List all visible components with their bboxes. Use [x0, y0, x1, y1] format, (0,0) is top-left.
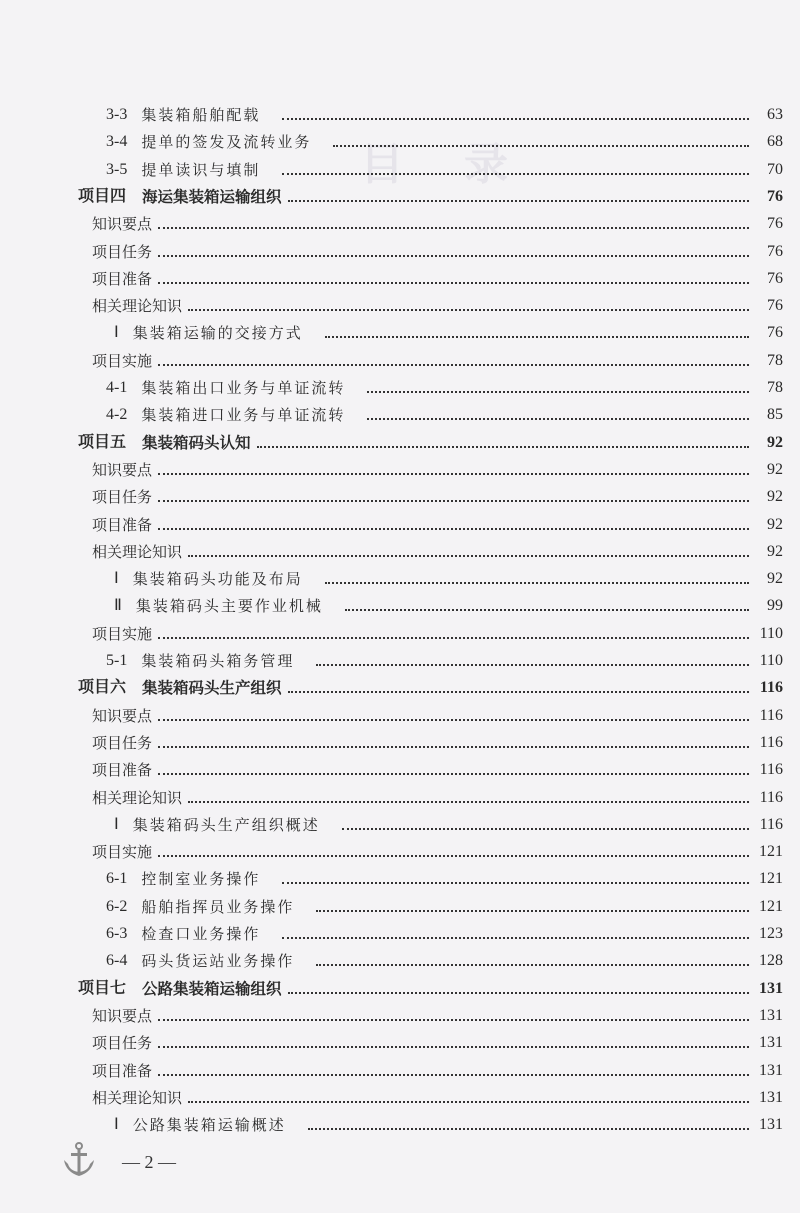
dot-leader: [345, 609, 749, 611]
toc-entry-page: 99: [767, 597, 783, 615]
toc-entry-page: 92: [767, 570, 783, 588]
toc-entry-title: 公路集装箱运输概述: [132, 1116, 286, 1135]
toc-entry-page: 116: [759, 815, 783, 833]
dot-leader: [316, 964, 749, 966]
toc-entry-sub[interactable]: [106, 99, 783, 125]
dot-leader: [188, 555, 749, 557]
toc-entry-number: 6-3: [106, 925, 128, 942]
toc-entry-section[interactable]: [92, 481, 783, 507]
page-footer: [62, 1142, 176, 1182]
toc-entry-section[interactable]: [92, 536, 783, 562]
dot-leader: [158, 227, 749, 229]
dot-leader: [158, 528, 749, 530]
toc-entry-number: 3-4: [106, 133, 128, 151]
dot-leader: [288, 200, 749, 202]
toc-entry-section[interactable]: [92, 782, 783, 808]
toc-entry-section[interactable]: [92, 727, 783, 753]
toc-entry-title: 相关理论知识: [92, 542, 183, 561]
toc-entry-title: 集装箱码头生产组织概述: [132, 815, 320, 834]
toc-entry-section[interactable]: [92, 509, 783, 535]
dot-leader: [325, 582, 749, 584]
toc-entry-title: 项目准备: [92, 1061, 153, 1080]
toc-entry-title: 相关理论知识: [92, 297, 183, 316]
toc-entry-sub[interactable]: [106, 126, 783, 152]
toc-entry-page: 128: [759, 952, 783, 970]
toc-entry-page: 131: [759, 1061, 783, 1079]
dot-leader: [158, 1019, 749, 1021]
dot-leader: [282, 118, 749, 120]
toc-entry-title: 集装箱码头箱务管理: [141, 652, 295, 670]
toc-entry-sub[interactable]: [106, 399, 783, 425]
toc-entry-title: 项目准备: [92, 515, 153, 534]
toc-entry-number: 项目四: [78, 187, 127, 205]
toc-entry-page: 123: [759, 925, 783, 942]
toc-entry-section[interactable]: [92, 263, 783, 289]
dot-leader: [158, 746, 749, 748]
toc-entry-page: 76: [767, 242, 783, 260]
toc-entry-title: 项目任务: [92, 242, 153, 261]
toc-entry-theory[interactable]: [114, 563, 783, 589]
toc-entry-section[interactable]: [92, 208, 783, 234]
show-through-watermark: 目录: [360, 139, 568, 190]
toc-entry-sub[interactable]: [106, 918, 783, 944]
toc-entry-number: 3-5: [106, 160, 128, 178]
toc-entry-title: 集装箱船舶配载: [141, 106, 261, 124]
toc-entry-section[interactable]: [92, 754, 783, 780]
toc-entry-page: 131: [759, 1034, 783, 1052]
dot-leader: [158, 255, 749, 257]
toc-entry-sub[interactable]: [106, 645, 783, 671]
toc-entry-page: 92: [767, 488, 783, 506]
toc-entry-title: 项目任务: [92, 1034, 153, 1053]
toc-entry-page: 76: [767, 215, 783, 233]
toc-entry-number: 6-1: [106, 870, 128, 888]
toc-entry-page: 116: [759, 761, 783, 779]
toc-entry-page: 121: [759, 843, 783, 861]
dot-leader: [282, 173, 749, 175]
dot-leader: [282, 882, 749, 884]
toc-entry-chapter[interactable]: [78, 672, 783, 698]
toc-entry-sub[interactable]: [106, 372, 783, 398]
toc-entry-page: 78: [767, 351, 783, 369]
toc-entry-title: 项目实施: [92, 843, 153, 862]
dot-leader: [367, 418, 749, 420]
dot-leader: [158, 282, 749, 284]
toc-entry-section[interactable]: [92, 345, 783, 371]
toc-entry-page: 68: [767, 133, 783, 151]
toc-entry-title: 集装箱码头生产组织: [142, 679, 282, 698]
toc-entry-title: 公路集装箱运输组织: [142, 979, 282, 998]
toc-entry-number: Ⅰ: [114, 324, 119, 342]
toc-entry-theory[interactable]: [114, 590, 783, 616]
dot-leader: [158, 1046, 749, 1048]
toc-entry-page: 92: [767, 433, 783, 451]
dot-leader: [158, 364, 749, 366]
dot-leader: [325, 336, 749, 338]
toc-entry-section[interactable]: [92, 454, 783, 480]
dot-leader: [158, 473, 749, 475]
page-number: — 2 —: [122, 1151, 176, 1172]
toc-entry-theory[interactable]: [114, 317, 783, 343]
dot-leader: [257, 446, 749, 448]
toc-entry-page: 76: [767, 324, 783, 342]
toc-entry-title: 项目准备: [92, 269, 153, 288]
toc-entry-section[interactable]: [92, 618, 783, 644]
toc-entry-page: 76: [767, 187, 783, 205]
toc-entry-page: 92: [767, 515, 783, 533]
toc-entry-sub[interactable]: [106, 154, 783, 180]
toc-entry-page: 78: [767, 379, 783, 396]
dot-leader: [342, 828, 749, 830]
toc-entry-section[interactable]: [92, 290, 783, 316]
toc-entry-page: 131: [759, 1116, 783, 1134]
toc-entry-page: 131: [759, 979, 783, 997]
toc-entry-page: 92: [767, 460, 783, 478]
dot-leader: [158, 719, 749, 721]
toc-entry-sub[interactable]: [106, 891, 783, 917]
anchor-icon: [62, 1142, 96, 1182]
toc-entry-page: 85: [767, 406, 783, 424]
toc-entry-title: 相关理论知识: [92, 788, 183, 807]
toc-entry-title: 集装箱出口业务与单证流转: [141, 379, 346, 397]
toc-entry-page: 76: [767, 269, 783, 287]
dot-leader: [188, 309, 749, 311]
toc-entry-page: 70: [767, 160, 783, 178]
dot-leader: [188, 801, 749, 803]
toc-entry-page: 131: [759, 1088, 783, 1106]
dot-leader: [158, 773, 749, 775]
dot-leader: [288, 992, 749, 994]
dot-leader: [316, 664, 749, 666]
toc-entry-page: 116: [759, 679, 783, 697]
toc-entry-number: 项目六: [78, 679, 127, 697]
toc-entry-sub[interactable]: [106, 863, 783, 889]
toc-entry-title: 相关理论知识: [92, 1088, 183, 1107]
toc-entry-theory[interactable]: [114, 1109, 783, 1135]
toc-entry-page: 116: [759, 733, 783, 751]
toc-entry-title: 集装箱运输的交接方式: [132, 324, 303, 343]
toc-entry-number: 项目五: [78, 433, 127, 451]
toc-entry-page: 76: [767, 297, 783, 315]
toc-entry-page: 92: [767, 542, 783, 560]
toc-entry-number: 3-3: [106, 106, 128, 123]
toc-entry-title: 检查口业务操作: [141, 925, 261, 943]
toc-entry-title: 项目实施: [92, 624, 153, 643]
toc-entry-section[interactable]: [92, 236, 783, 262]
toc-entry-page: 131: [759, 1006, 783, 1024]
toc-entry-chapter[interactable]: [78, 427, 783, 453]
toc-entry-number: 6-2: [106, 897, 128, 915]
toc-entry-title: 项目准备: [92, 761, 153, 780]
toc-entry-title: 提单读识与填制: [141, 160, 261, 179]
toc-entry-number: 6-4: [106, 952, 128, 970]
toc-entry-number: Ⅰ: [114, 815, 119, 833]
toc-entry-sub[interactable]: [106, 945, 783, 971]
toc-entry-number: 5-1: [106, 652, 128, 669]
toc-entry-number: Ⅱ: [114, 597, 122, 615]
toc-entry-section[interactable]: [92, 1027, 783, 1053]
toc-entry-number: 4-2: [106, 406, 128, 424]
toc-entry-title: 集装箱码头主要作业机械: [135, 597, 323, 616]
toc-entry-title: 码头货运站业务操作: [141, 952, 295, 971]
dot-leader: [158, 855, 749, 857]
dot-leader: [367, 391, 749, 393]
toc-entry-chapter[interactable]: [78, 973, 783, 999]
toc-entry-title: 集装箱进口业务与单证流转: [141, 406, 346, 425]
toc-entry-page: 110: [759, 652, 783, 669]
toc-entry-title: 知识要点: [92, 215, 153, 234]
toc-entry-section[interactable]: [92, 836, 783, 862]
dot-leader: [158, 637, 749, 639]
toc-entry-title: 知识要点: [92, 1006, 153, 1025]
toc-entry-title: 提单的签发及流转业务: [141, 133, 312, 152]
toc-entry-title: 控制室业务操作: [141, 870, 261, 889]
toc-entry-number: 项目七: [78, 979, 127, 997]
dot-leader: [158, 1074, 749, 1076]
toc-entry-number: 4-1: [106, 379, 128, 396]
toc-entry-page: 116: [759, 788, 783, 806]
toc-entry-title: 船舶指挥员业务操作: [141, 897, 295, 916]
dot-leader: [288, 691, 749, 693]
toc-entry-title: 集装箱码头功能及布局: [132, 570, 303, 589]
toc-entry-page: 63: [767, 106, 783, 123]
toc-entry-page: 121: [759, 897, 783, 915]
toc-entry-number: Ⅰ: [114, 1116, 119, 1134]
dot-leader: [316, 910, 749, 912]
dot-leader: [188, 1101, 749, 1103]
toc-entry-title: 项目任务: [92, 488, 153, 507]
dot-leader: [308, 1128, 749, 1130]
dot-leader: [333, 145, 749, 147]
dot-leader: [282, 937, 749, 939]
toc-entry-title: 知识要点: [92, 706, 153, 725]
toc-entry-chapter[interactable]: [78, 181, 783, 207]
toc-entry-section[interactable]: [92, 1000, 783, 1026]
toc-entry-title: 知识要点: [92, 460, 153, 479]
toc-entry-title: 集装箱码头认知: [142, 433, 251, 452]
toc-entry-title: 海运集装箱运输组织: [142, 187, 282, 206]
toc-entry-number: Ⅰ: [114, 570, 119, 588]
toc-entry-title: 项目任务: [92, 733, 153, 752]
dot-leader: [158, 500, 749, 502]
toc-entry-section[interactable]: [92, 1082, 783, 1108]
toc-entry-page: 121: [759, 870, 783, 888]
toc-entry-page: 110: [759, 624, 783, 642]
toc-entry-theory[interactable]: [114, 809, 783, 835]
toc-entry-title: 项目实施: [92, 351, 153, 370]
toc-entry-page: 116: [759, 706, 783, 724]
toc-entry-section[interactable]: [92, 1055, 783, 1081]
toc-entry-section[interactable]: [92, 700, 783, 726]
